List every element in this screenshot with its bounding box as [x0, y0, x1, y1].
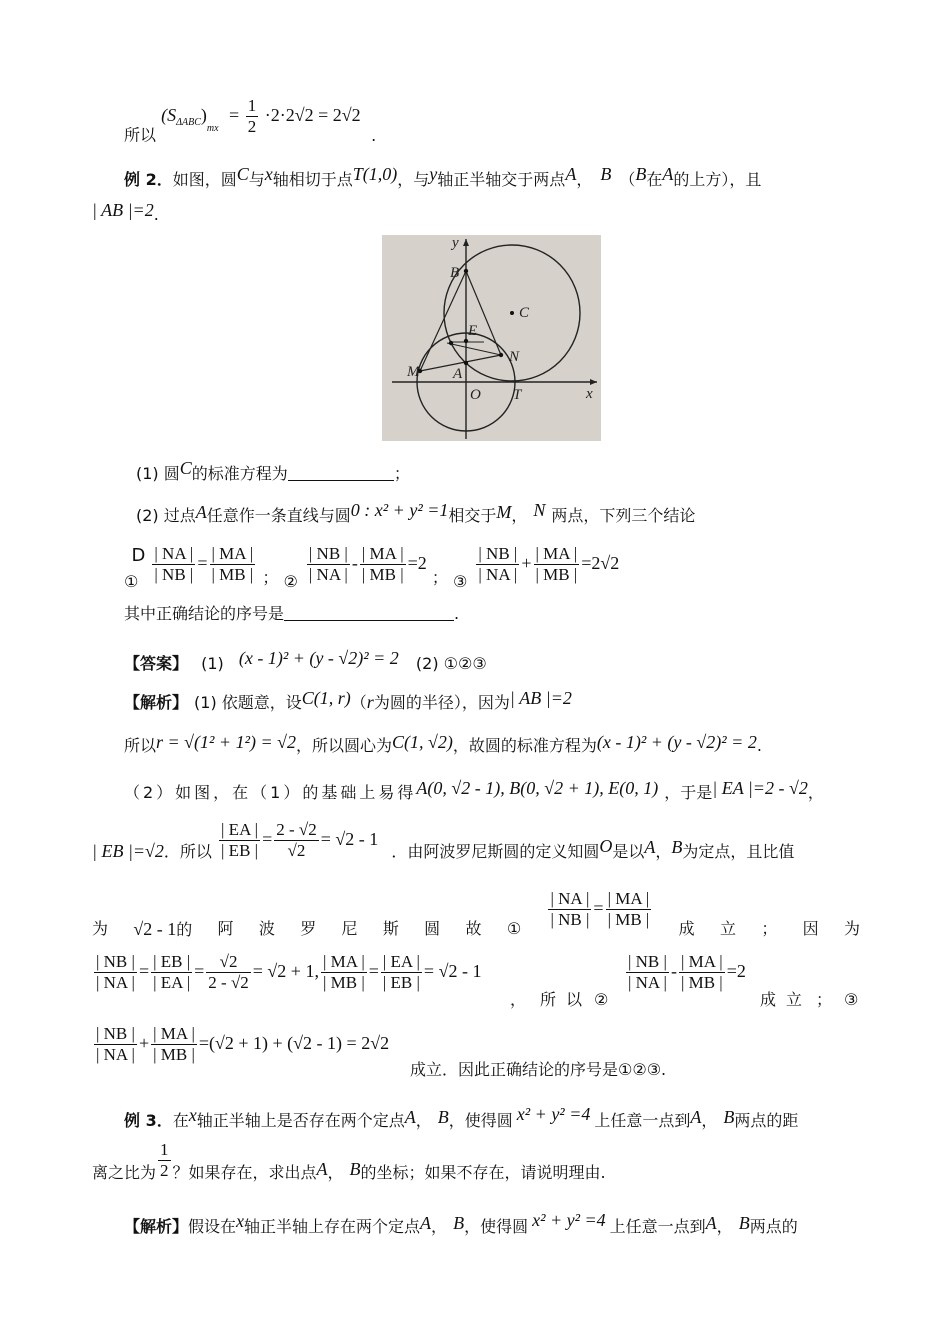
point-b: [464, 269, 468, 273]
question-1: (1) 圆C的标准方程为 ；: [136, 458, 410, 483]
fraction: $\frac{2 - √2}{√2}$: [276, 820, 317, 860]
sum-expression: $\frac{| NB |}{| NA |}$ + $\frac{| MA |}{| MB |}$ =(√2 + 1) + (√2 - 1) = 2√2: [96, 1024, 390, 1064]
question-2: (2) 过点A任意作一条直线与圆0 : x² + y² =1相交于M， N 两点，下列三个结论: [136, 500, 696, 525]
fraction: $\frac{| MA |}{| MB |}$: [607, 888, 650, 929]
fraction: $\frac{| EB |}{| EA |}$: [153, 952, 191, 992]
example-3-line-2: 离之比为 $\frac{1}{2}$ ？如果存在，求出点A， B的坐标；如果不存在，请说明理由.: [92, 1140, 606, 1182]
answer-line: 【答案】 (1) (x - 1)² + (y - √2)² = 2 (2) ①②③: [124, 648, 487, 673]
answer-blank[interactable]: [288, 466, 394, 481]
conclusion-line: 所以 $(S_{\Delta ABC})_{mx}$ = $\frac{1}{2}$ ·2·2√2 = 2√2 .: [124, 96, 377, 145]
point-n: [499, 353, 503, 357]
example-3-line-1: 例 3．在x轴正半轴上是否存在两个定点A， B，使得圆 x² + y² =4 上任意一点到A， B两点的距: [124, 1104, 799, 1130]
geometry-figure: [382, 235, 601, 441]
ratio-expression: $\frac{| NB |}{| NA |}$ - $\frac{| MA |}{| MB |}$ =2: [628, 952, 746, 992]
fraction: $\frac{| MA |}{| MB |}$: [680, 952, 723, 992]
x-axis-arrow: [590, 379, 597, 385]
point-e: [464, 339, 468, 343]
solution-line-2: 所以r = √(1² + 1²) = √2，所以圆心为C(1, √2)，故圆的标准方程为(x - 1)² + (y - √2)² = 2.: [124, 732, 762, 755]
fraction: $\frac{| MA |}{| MB |}$: [535, 544, 578, 584]
text: √2 - 1的: [133, 918, 193, 939]
fraction: $\frac{| NB |}{| NA |}$: [308, 544, 348, 584]
label-y: y: [452, 235, 459, 251]
label-x: x: [586, 386, 593, 402]
y-axis-arrow: [463, 239, 469, 246]
ratio-expression: $\frac{| NA |}{| NB |}$ = $\frac{| MA |}{| MB |}$: [550, 888, 650, 929]
label-m: M: [407, 364, 420, 380]
fraction: $\frac{| NA |}{| NB |}$: [154, 544, 194, 584]
point-intersection: [449, 341, 453, 345]
math-expression: $(S_{\Delta ABC})_{mx}$ = $\frac{1}{2}$ ·2·2√2 = 2√2: [161, 96, 361, 136]
answer-blank[interactable]: [284, 606, 454, 621]
point-c: [510, 311, 514, 315]
text: 所以: [124, 125, 157, 145]
fraction: $\frac{| NB |}{| NA |}$: [478, 544, 518, 584]
fraction: $\frac{| MA |}{| MB |}$: [322, 952, 365, 992]
solution-line-7: $\frac{| NB |}{| NA |}$ + $\frac{| MA |}{| MB |}$ =(√2 + 1) + (√2 - 1) = 2√2 成立．因此正确结论的序号是①②③.: [92, 1024, 872, 1084]
solution-line-6: $\frac{| NB |}{| NA |}$ = $\frac{| EB |}{| EA |}$ = $\frac{√2}{2 - √2}$ = √2 + 1, $\frac{| MA |}{| MB |}$ = $\frac{| EA |}{| EB |}$ = √2 - 1 ， 所 以 ② $\frac{| NB |}{| NA |}$ - $\frac{| MA |}{| MB |}$ =2 成 立 ； ③: [92, 952, 862, 1008]
which-line: 其中正确结论的序号是 .: [124, 604, 460, 623]
label-o: O: [470, 387, 481, 403]
solution-3-line-1: 【解析】假设在x轴正半轴上存在两个定点A， B，使得圆 x² + y² =4 上任意一点到A， B两点的: [124, 1210, 798, 1236]
solution-line-1: 【解析】 (1) 依题意，设C(1, r)（r为圆的半径），因为| AB |=2: [124, 688, 572, 712]
label-e: E: [468, 323, 478, 339]
solution-line-3: （2）如图，在（1）的基础上易得A(0, √2 - 1), B(0, √2 + 1), E(0, 1) ，于是| EA |=2 - √2，: [124, 778, 824, 802]
fraction: $\frac{| NB |}{| NA |}$: [628, 952, 667, 992]
fraction: $\frac{| EA |}{| EB |}$: [221, 820, 259, 860]
fraction: $\frac{| MA |}{| MB |}$: [211, 544, 254, 584]
fraction: $\frac{√2}{2 - √2}$: [208, 952, 249, 992]
label-a: A: [453, 366, 463, 382]
fraction: $\frac{| MA |}{| MB |}$: [153, 1024, 195, 1064]
solution-line-5: 为 √2 - 1的 阿 波 罗 尼 斯 圆 故 ① $\frac{| NA |}{| NB |}$ = $\frac{| MA |}{| MB |}$ 成 立 ； 因 为: [92, 884, 860, 934]
figure-svg: [382, 235, 601, 441]
fraction: $\frac{| NB |}{| NA |}$: [96, 952, 135, 992]
label-c: C: [519, 305, 530, 321]
example-2-line-2: | AB |=2.: [92, 200, 159, 224]
fraction: $\frac{| EA |}{| EB |}$: [382, 952, 420, 992]
ratio-chain: $\frac{| NB |}{| NA |}$ = $\frac{| EB |}{| EA |}$ = $\frac{√2}{2 - √2}$ = √2 + 1, $\frac{| MA |}{| MB |}$ = $\frac{| EA |}{| EB |}$ = √2 - 1: [96, 952, 482, 992]
example-2-line-1: 例 2．如图，圆C与x轴相切于点T(1,0)，与y轴正半轴交于两点A， B （B在A的上方），且: [124, 164, 762, 189]
ratio-expression: $\frac{| EA |}{| EB |}$ = $\frac{2 - √2}{√2}$ = √2 - 1: [221, 820, 379, 860]
label-t: T: [513, 387, 522, 403]
fraction: $\frac{| NA |}{| NB |}$: [550, 888, 590, 929]
label-b: B: [450, 265, 460, 281]
example-label: 例 2．: [124, 170, 173, 189]
solution-line-4: | EB |=√2．所以 $\frac{| EA |}{| EB |}$ = $\frac{2 - √2}{√2}$ = √2 - 1 ．由阿波罗尼斯圆的定义知圆O是以A，B为定点，且比值: [92, 820, 794, 878]
fraction: $\frac{| NB |}{| NA |}$: [96, 1024, 135, 1064]
fraction: $\frac{1}{2}$: [160, 1140, 169, 1180]
fraction: $\frac{1}{2}$: [247, 96, 257, 136]
conclusions: ① D $\frac{| NA |}{| NB |}$ = $\frac{| MA |}{| MB |}$ ； ② $\frac{| NB |}{| NA |}$ - $\frac{| MA |}{| MB |}$ =2 ； ③ $\frac{| NB |}{| NA |}$ + $\frac{| MA |}{| MB |}$ =2√2: [124, 544, 620, 591]
label-n: N: [509, 349, 520, 365]
fraction: $\frac{| MA |}{| MB |}$: [361, 544, 404, 584]
point-a: [464, 361, 468, 365]
